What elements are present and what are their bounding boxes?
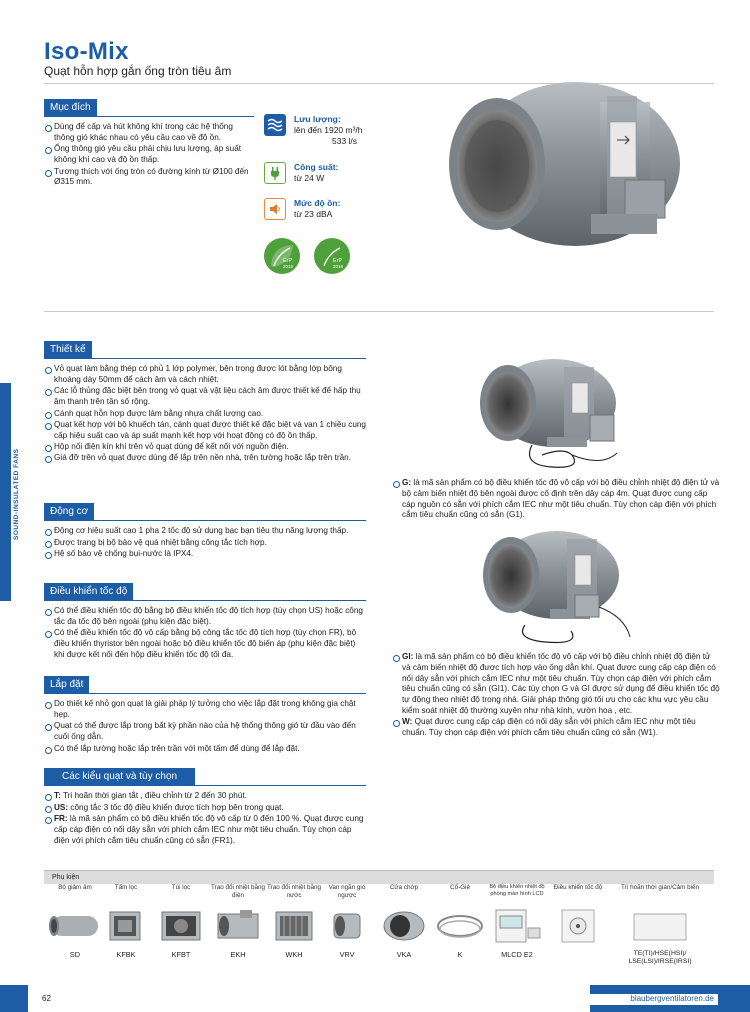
list-item: G: là mã sản phẩm có bộ điều khiển tốc độ vô cấp với bộ điều chỉnh nhiệt độ điện tử và bộ cảm biến nhiệt độ bên ngoài được cố định trên dây cáp 4m. Quạt được cung cấp cáp nguồn có sẵn với phích cắm IEC như một tiêu chuẩn. Tùy chọn cáp điện với phích cắm tiêu chuẩn cũng có sẵn (G1). (392, 478, 720, 521)
purpose-heading: Mục đích (44, 99, 97, 116)
accessory-k: Cổ-Giê K (432, 884, 488, 959)
noise-label: Mức độ ồn: (294, 198, 341, 209)
list-item: Động cơ hiệu suất cao 1 pha 2 tốc độ sử dụng bạc bạn tiêu thụ năng lượng thấp. (44, 526, 366, 537)
list-item: W: Quạt được cung cấp cáp điện có nối dây sẵn với phích cắm IEC như một tiêu chuẩn. Tùy chọn cáp điện với phích cắm tiêu chuẩn cũng có sẵn (W1). (392, 717, 720, 739)
shutter-icon (376, 906, 432, 946)
clamp-icon (432, 906, 488, 946)
speed-list (44, 606, 366, 661)
list-item: US: công tắc 3 tốc độ điều khiển được tích hợp bên trong quạt. (44, 803, 366, 814)
purpose-section (44, 99, 254, 189)
variant-gi-block (392, 652, 720, 740)
accessory-vka: Cửa chớp VKA (376, 884, 432, 959)
side-tab (0, 383, 11, 601)
erp-2018-badge (312, 236, 352, 280)
list-item: Hệ số bảo vệ chống bụi-nước là IPX4. (44, 549, 366, 560)
accessory-timer-sensor: Trì hoãn thời gian/Cảm biến TE(TI)/HSE(HSI)/ LSE(LSI)/IRSE(IRSI) (604, 884, 716, 966)
svg-text:2018: 2018 (333, 264, 344, 269)
erp-leaf-icon (262, 236, 302, 276)
accessory-mlcd: Bộ điều khiển nhiệt độ phòng màn hình LCD MLCD E2 (482, 884, 552, 959)
list-item: Hộp nối điện kín khí trên vỏ quạt dùng để kết nối với nguồn điện. (44, 442, 366, 453)
page-subtitle: Quạt hỗn hợp gắn ống tròn tiêu âm (44, 64, 232, 78)
power-value: từ 24 W (294, 172, 325, 183)
timer-sensor-icon (604, 906, 716, 946)
airflow-icon (264, 114, 286, 136)
list-item: T: Tri hoãn thời gian tắt , điều chỉnh từ 2 đến 30 phút. (44, 791, 366, 802)
water-heater-icon (266, 906, 322, 946)
specs-block (264, 114, 404, 221)
erp-leaf-icon (312, 236, 352, 276)
purpose-list (44, 122, 254, 188)
list-item: Quạt có thể được lắp trong bất kỳ phần nào của hệ thống thông gió từ đầu vào đến cuối ống dẫn. (44, 721, 366, 743)
product-image-g (472, 355, 622, 479)
power-plug-icon (264, 162, 286, 184)
list-item: Do thiết kế nhỏ gọn quạt là giải pháp lý tưởng cho việc lắp đặt trong không gia chật hẹp. (44, 699, 366, 721)
product-image-main (425, 82, 690, 276)
install-section (44, 676, 366, 755)
backdraft-damper-icon (322, 906, 372, 946)
filter-box-icon (98, 906, 154, 946)
svg-text:ErP: ErP (333, 258, 343, 264)
accessory-kfbk: Tấm lọc KFBK (98, 884, 154, 959)
list-item: Giá đỡ trên vỏ quạt được dùng để lắp trên nền nhà, trên tường hoặc lắp trên trần. (44, 453, 366, 464)
speed-controller-icon (548, 906, 608, 946)
variant-g-block (392, 478, 720, 522)
silencer-icon (44, 906, 106, 946)
erp-2016-text: ErP (283, 258, 293, 264)
flow-value-1: lên đến 1920 m³/h (294, 125, 363, 136)
list-item: Có thể điều khiển tốc độ vô cấp bằng bộ công tắc tốc độ tích hợp (tùy chọn FR), bộ điều khiển thyristor bên ngoài hoặc bộ điều khiển tốc độ biến áp (phụ kiện đặc biệt) khi được kết nối đến hộp điều khiển tốc độ tối đa. (44, 628, 366, 660)
speaker-icon (264, 198, 286, 220)
page-title: Iso-Mix (44, 38, 129, 65)
list-item: Quạt kết hợp với bộ khuếch tán, cánh quạt được thiết kế đặc biệt và van 1 chiều cung cấp hiệu suất cao và áp suất mạnh kết hợp với hoạt động có độ ồn thấp. (44, 420, 366, 442)
options-list (44, 791, 366, 846)
erp-2016-badge (262, 236, 302, 280)
accessory-vrv: Van ngăn gió ngược VRV (322, 884, 372, 959)
design-list (44, 364, 366, 464)
list-item: Ống thông gió yêu cầu phải chịu lưu lượng, áp suất không khí cao và độ ồn thấp. (44, 144, 254, 166)
footer-left-block (0, 985, 28, 1012)
list-item: Dùng để cấp và hút không khí trong các hệ thống thông gió khác nhau có yêu cầu cao về độ ồn. (44, 122, 254, 144)
product-image-gi (475, 527, 635, 656)
noise-value: từ 23 dBA (294, 209, 333, 220)
list-item: Các lỗ thủng đặc biệt bên trong vỏ quạt và vật liệu cách âm được thiết kế để hấp thụ âm thanh trên tần số rộng. (44, 386, 366, 408)
motor-section (44, 503, 366, 560)
accessories-header (44, 870, 714, 884)
accessory-ekh: Trao đổi nhiệt bằng điện EKH (210, 884, 266, 959)
filter-bag-icon (152, 906, 210, 946)
list-item: Được trang bị bộ bảo vệ quá nhiệt bằng công tắc tích hợp. (44, 538, 366, 549)
install-list (44, 699, 366, 754)
svg-text:2016: 2016 (283, 264, 294, 269)
accessory-speed-controller: Điều khiển tốc độ (548, 884, 608, 950)
options-heading: Các kiểu quạt và tùy chọn (44, 768, 195, 785)
install-heading: Lắp đặt (44, 676, 89, 693)
motor-list (44, 526, 366, 559)
accessory-wkh: Trao đổi nhiệt bằng nước WKH (266, 884, 322, 959)
list-item: Vỏ quạt làm bằng thép có phủ 1 lớp polymer, bên trong được lót bằng lớp bông khoáng dày 50mm để cách âm và cách nhiệt. (44, 364, 366, 386)
accessories-title: Phụ kiện (52, 874, 80, 881)
accessories-row (44, 884, 714, 974)
side-tab-text: SOUND-INSULATED FANS (13, 448, 20, 540)
speed-control-heading: Điều khiển tốc độ (44, 583, 133, 600)
lcd-thermostat-icon (482, 906, 552, 946)
accessory-sd: Bộ giảm âm SD (44, 884, 106, 959)
section-divider (44, 311, 714, 312)
list-item: Tương thích với ống tròn có đường kính từ Ø100 đến Ø315 mm. (44, 167, 254, 189)
electric-heater-icon (210, 906, 266, 946)
list-item: Có thể lắp tường hoặc lắp trên trần với một tấm để dùng để lắp đặt. (44, 744, 366, 755)
website-link[interactable]: blaubergventilatoren.de (588, 994, 718, 1005)
list-item: FR: là mã sản phẩm có bộ điều khiển tốc độ vô cấp từ 0 đến 100 %. Quạt được cung cấp cáp điện có nối dây sẵn với phích cắm IEC như một tiêu chuẩn. Tùy chọn cáp điện với phích cắm tiêu chuẩn cũng có sẵn (FR1). (44, 814, 366, 846)
options-section (44, 768, 366, 847)
motor-heading: Động cơ (44, 503, 94, 520)
speed-control-section (44, 583, 366, 661)
design-heading: Thiết kế (44, 341, 92, 358)
list-item: Có thể điều khiển tốc độ bằng bộ điều khiển tốc độ tích hợp (tùy chọn US) hoặc công tắc đa tốc độ bên ngoài (phụ kiện đặc biệt). (44, 606, 366, 628)
flow-value-2: 533 l/s (332, 136, 358, 147)
list-item: Cánh quạt hỗn hợp được làm bằng nhựa chất lượng cao. (44, 409, 366, 420)
accessory-kfbt: Túi lọc KFBT (152, 884, 210, 959)
footer (0, 985, 750, 1012)
flow-label: Lưu lượng: (294, 114, 341, 124)
design-section (44, 341, 366, 465)
power-label: Công suất: (294, 161, 339, 172)
page-number: 62 (42, 994, 51, 1003)
list-item: GI: là mã sản phẩm có bộ điều khiển tốc độ vô cấp với bộ điều chỉnh nhiệt độ điện tử và cảm biến nhiệt độ được tích hợp vào ống dẫn khí. Quạt được cung cấp cáp điện có nối dây sẵn với phích cắm IEC như một tiêu chuẩn. Tùy chọn cáp điện với phích cắm tiêu chuẩn cũng có sẵn (GI1). Các tùy chọn G và GI được sử dụng để điều khiển tốc độ tự động theo nhiệt độ trong nhà. Giải pháp thông gió tối ưu cho các khu vực yêu cầu kiểm soát nhiệt độ thường xuyên như nhà kính, vườn hoa , etc. (392, 652, 720, 717)
